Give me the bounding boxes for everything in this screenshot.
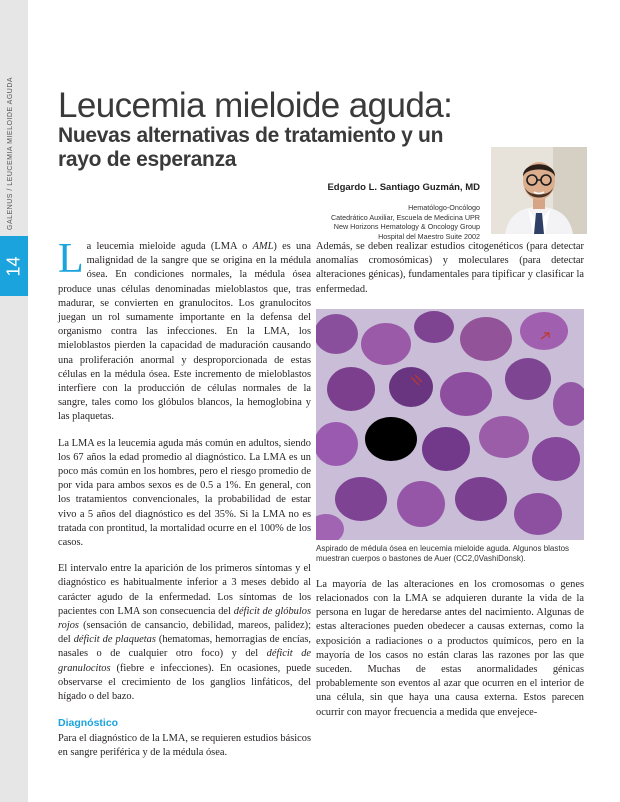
symptoms-text-a: El intervalo entre la aparición de los primeros síntomas y el diagnóstico es habitualmente inferior a 3 meses debido al carácter agudo de la enfermedad. Los síntomas de los pacientes con LMA son consecuencia del xyxy=(58,563,311,617)
author-name: Edgardo L. Santiago Guzmán, MD xyxy=(327,182,480,193)
author-photo xyxy=(491,147,587,234)
bone-marrow-micrograph xyxy=(316,309,584,540)
sidebar-strip xyxy=(0,0,28,802)
paragraph-symptoms xyxy=(58,562,311,704)
drop-cap: L xyxy=(58,236,84,282)
paragraph-diagnosis: Para el diagnóstico de la LMA, se requieren estudios básicos en sangre periférica y de la médula ósea. xyxy=(58,732,311,758)
paragraph-incidence: La LMA es la leucemia aguda más común en adultos, siendo los 67 años la edad promedio al diagnóstico. La LMA es un poco más común en los hombres, pero el riesgo promedio de por vida para ambos sexos es de 0.5 a 1%. En general, con los tratamientos convencionales, la probabilidad de estar vivo a 5 años del diagnóstico es del 35%. Si la LMA no es tratada con prontitud, la mortalidad ocurre en el 100% de los casos. xyxy=(58,437,311,549)
author-group: New Horizons Hematology & Oncology Group xyxy=(333,222,480,231)
paragraph-intro xyxy=(58,236,311,425)
page-number-text: 14 xyxy=(3,255,24,277)
symptoms-em-red-cells: déficit de glóbulos rojos xyxy=(58,605,312,632)
intro-text-a: a leucemia mieloide aguda (LMA o xyxy=(86,241,253,252)
intro-abbr: AML xyxy=(252,241,274,252)
running-header: GALENUS / LEUCEMIA MIELOIDE AGUDA xyxy=(7,76,14,230)
author-affiliation: Catedrático Auxiliar, Escuela de Medicina UPR xyxy=(330,212,480,222)
symptoms-em-platelets: déficit de plaquetas xyxy=(73,634,156,646)
section-heading-diagnostico: Diagnóstico xyxy=(58,717,119,730)
symptoms-em-granulocytes: déficit de granulocitos xyxy=(58,648,312,674)
intro-text-b: ) es una malignidad de la sangre que se origina en la médula ósea. En condiciones normales, la médula ósea produce unas células denominadas mieloblastos que, tras madurar, se convierten en granulocitos. Los granulocitos juegan un rol sumamente importante en la defensa del organismo contra las infecciones. En la LMA, los mieloblastos pierden la capacidad de maduración causando una proliferación anormal y desproporcionada de estas células en la médula ósea. Este incremento de mieloblastos interfiere con la producción de células normales de la sangre, tales como los glóbulos blancos, la hemoglobina y las plaquetas. xyxy=(58,241,311,423)
article-subtitle: Nuevas alternativas de tratamiento y un rayo de esperanza xyxy=(58,124,444,171)
paragraph-studies: Además, se deben realizar estudios citogenéticos (para detectar anomalías cromosómicas) y moleculares (para detectar alteraciones génicas), fundamentales para tipificar y clasificar la enfermedad. xyxy=(316,241,584,295)
paragraph-genetics: La mayoría de las alteraciones en los cromosomas o genes relacionados con la LMA se adquieren durante la vida de la persona en lugar de heredarse antes del nacimiento. Algunas de estas alteraciones pueden obedecer a causas externas, como la exposición a radiaciones o a productos químicos, pero en la mayoría de los casos no están claras las razones por las que suceden. Muchas de estas anormalidades génicas probablemente son eventos al azar que ocurren en el interior de una célula, sin que haya una causa externa. Estos parecen ocurrir con mayor frecuencia a medida que envejece- xyxy=(316,578,584,718)
column-right xyxy=(316,240,584,732)
column-left xyxy=(58,236,312,772)
symptoms-text-d: (fiebre e infecciones). En ocasiones, puede observarse el crecimiento de los ganglios linfáticos, del hígado o del bazo. xyxy=(58,662,311,703)
author-address: Hospital del Maestro Suite 2002 xyxy=(378,231,480,241)
author-role: Hematólogo-Oncólogo xyxy=(408,203,480,212)
page-number xyxy=(0,236,28,296)
symptoms-text-b: (sensación de cansancio, debilidad, mareos, palidez); del xyxy=(58,620,311,646)
figure-caption: Aspirado de médula ósea en leucemia mieloide aguda. Algunos blastos muestran cuerpos o bastones de Auer (CC2,0VashiDonsk). xyxy=(316,543,570,563)
symptoms-text-c: (hematomas, hemorragias de encías, nasales o de cualquier otro foco) y del xyxy=(58,634,311,660)
article-title: Leucemia mieloide aguda: xyxy=(58,86,453,125)
author-block xyxy=(327,182,480,241)
